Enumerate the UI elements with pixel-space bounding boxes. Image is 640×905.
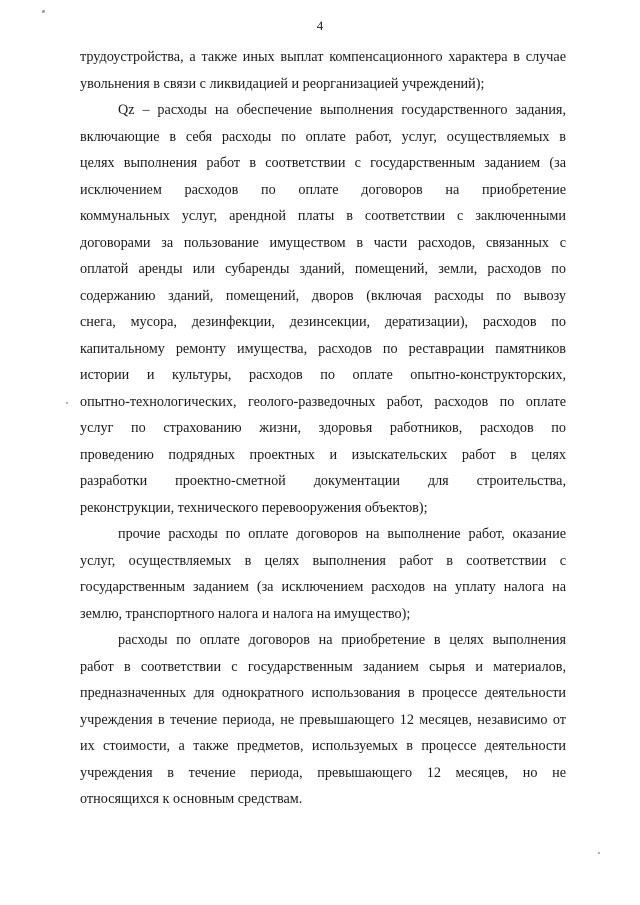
paragraph-qz-definition [80, 97, 566, 521]
text-line: государственным заданием (за исключением расходов на уплату налога на [80, 579, 566, 595]
paragraph-continuation [80, 44, 566, 97]
text-line: истории и культуры, расходов по оплате опытно-конструкторских, [80, 367, 566, 383]
text-line: договорами за пользование имуществом в части расходов, связанных с [80, 234, 566, 251]
text-line: проведению подрядных проектных и изыскательских работ в целях [80, 446, 566, 463]
document-body [80, 44, 566, 813]
text-line: услуг по страхованию жизни, здоровья работников, расходов по [80, 420, 566, 436]
scan-speck [598, 852, 600, 854]
text-line: содержанию зданий, помещений, дворов (включая расходы по вывозу [80, 287, 566, 304]
text-line: трудоустройства, а также иных выплат компенсационного характера в случае [80, 49, 566, 65]
text-line: Qz – расходы на обеспечение выполнения государственного задания, [118, 102, 566, 118]
text-line: коммунальных услуг, арендной платы в соответствии с заключенными [80, 208, 566, 224]
text-line: их стоимости, а также предметов, используемых в процессе деятельности [80, 738, 566, 754]
page-number: 4 [316, 18, 324, 33]
text-line: увольнения в связи с ликвидацией и реорганизацией учреждений); [80, 75, 485, 92]
text-line: услуг, осуществляемых в целях выполнения работ в соответствии с [80, 552, 566, 569]
text-line: землю, транспортного налога и налога на имущество); [80, 605, 411, 622]
scan-speck [66, 402, 68, 404]
text-line: учреждения в течение периода, превышающего 12 месяцев, но не [80, 764, 566, 781]
text-line: разработки проектно-сметной документации для строительства, [80, 473, 566, 489]
text-line: исключением расходов по оплате договоров на приобретение [80, 181, 566, 198]
paragraph-materials-expenses [80, 627, 566, 813]
text-line: предназначенных для однократного использования в процессе деятельности [80, 685, 566, 701]
text-line: работ в соответствии с государственным заданием сырья и материалов, [80, 658, 566, 675]
text-line: включающие в себя расходы по оплате работ, услуг, осуществляемых в [80, 128, 566, 145]
paragraph-other-expenses [80, 521, 566, 627]
text-line: расходы по оплате договоров на приобретение в целях выполнения [118, 632, 566, 648]
text-line: прочие расходы по оплате договоров на выполнение работ, оказание [118, 526, 566, 542]
text-line: капитальному ремонту имущества, расходов по реставрации памятников [80, 340, 566, 357]
scan-speck [42, 10, 45, 13]
text-line: относящихся к основным средствам. [80, 791, 303, 807]
text-line: снега, мусора, дезинфекции, дезинсекции, дератизации), расходов по [80, 314, 566, 330]
text-line: реконструкции, технического перевооружения объектов); [80, 499, 428, 516]
text-line: учреждения в течение периода, не превышающего 12 месяцев, независимо от [80, 711, 566, 728]
text-line: опытно-технологических, геолого-разведочных работ, расходов по оплате [80, 393, 566, 410]
text-line: целях выполнения работ в соответствии с государственным заданием (за [80, 155, 566, 171]
text-line: оплатой аренды или субаренды зданий, помещений, земли, расходов по [80, 261, 566, 277]
